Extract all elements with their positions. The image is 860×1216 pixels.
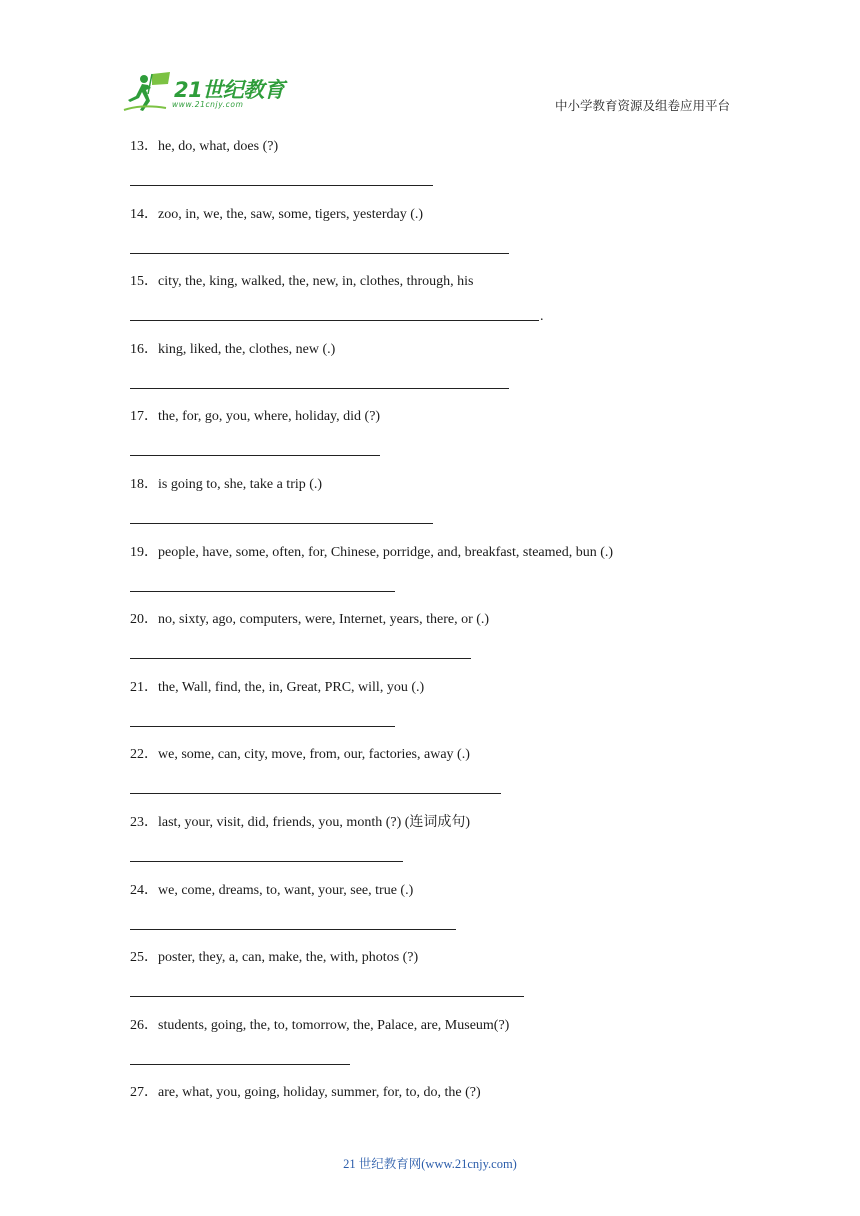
answer-line[interactable]: [130, 1064, 350, 1065]
answer-line[interactable]: [130, 658, 471, 659]
question-text: [130, 138, 278, 156]
question-item: [130, 138, 750, 206]
logo-url: www.21cnjy.com: [172, 100, 244, 109]
question-number: 26．: [130, 1017, 158, 1033]
question-item: [130, 949, 750, 1017]
answer-line[interactable]: [130, 253, 509, 254]
question-number: 18．: [130, 476, 158, 492]
page-footer[interactable]: 21 世纪教育网(www.21cnjy.com): [343, 1157, 517, 1171]
question-words: king, liked, the, clothes, new (.): [158, 341, 336, 357]
question-words: zoo, in, we, the, saw, some, tigers, yesterday (.): [158, 206, 424, 222]
answer-line[interactable]: [130, 929, 456, 930]
question-words: no, sixty, ago, computers, were, Internet, years, there, or (.): [158, 612, 490, 628]
question-number: 20．: [130, 612, 158, 628]
question-words: we, come, dreams, to, want, your, see, true (.): [158, 882, 414, 898]
question-text: [130, 476, 322, 494]
answer-line[interactable]: [130, 861, 403, 862]
question-text: [130, 1084, 481, 1102]
question-number: 25．: [130, 950, 158, 966]
answer-line[interactable]: [130, 591, 395, 592]
question-words: we, some, can, city, move, from, our, factories, away (.): [158, 747, 470, 763]
question-text: [130, 1017, 509, 1035]
question-list: [130, 138, 750, 1152]
question-text: [130, 341, 335, 359]
question-number: 17．: [130, 409, 158, 425]
question-words: are, what, you, going, holiday, summer, for, to, do, the (?): [158, 1085, 481, 1101]
question-words: the, Wall, find, the, in, Great, PRC, will, you (.): [158, 679, 425, 695]
question-item: [130, 1084, 750, 1152]
answer-line[interactable]: [130, 793, 501, 794]
question-item: [130, 544, 750, 612]
question-words: he, do, what, does (?): [158, 139, 279, 154]
question-number: 14．: [130, 206, 158, 222]
question-number: 23．: [130, 814, 158, 830]
header-platform-text: 中小学教育资源及组卷应用平台: [554, 98, 730, 113]
question-text: [130, 949, 418, 967]
question-number: 13．: [130, 139, 158, 154]
answer-period: .: [540, 309, 544, 325]
answer-line[interactable]: [130, 523, 433, 524]
logo-title: 21世纪教育: [174, 78, 285, 102]
question-text: [130, 746, 470, 764]
question-item: [130, 814, 750, 882]
answer-line[interactable]: [130, 320, 539, 321]
question-item: [130, 1017, 750, 1085]
question-text: [130, 273, 473, 291]
question-item: [130, 408, 750, 476]
answer-line[interactable]: [130, 388, 509, 389]
answer-line[interactable]: [130, 726, 395, 727]
question-number: 21．: [130, 679, 158, 695]
runner-icon: [122, 70, 174, 115]
answer-line[interactable]: [130, 996, 524, 997]
question-item: [130, 746, 750, 814]
question-item: [130, 341, 750, 409]
question-text: [130, 882, 413, 900]
question-number: 16．: [130, 341, 158, 357]
answer-line[interactable]: [130, 185, 433, 186]
question-words: is going to, she, take a trip (.): [158, 476, 323, 492]
question-words: city, the, king, walked, the, new, in, clothes, through, his: [158, 274, 474, 290]
question-number: 27．: [130, 1085, 158, 1101]
site-logo[interactable]: [122, 70, 292, 115]
question-number: 22．: [130, 747, 158, 763]
question-item: [130, 273, 750, 341]
answer-line[interactable]: [130, 455, 380, 456]
question-number: 24．: [130, 882, 158, 898]
question-text: [130, 814, 470, 832]
question-item: [130, 476, 750, 544]
question-number: 19．: [130, 544, 158, 560]
question-text: [130, 408, 380, 426]
question-item: [130, 611, 750, 679]
question-number: 15．: [130, 274, 158, 290]
question-text: [130, 679, 424, 697]
page-header: [0, 0, 860, 130]
question-words: the, for, go, you, where, holiday, did (?): [158, 409, 381, 425]
question-text: [130, 206, 423, 224]
question-words: poster, they, a, can, make, the, with, photos (?): [158, 950, 419, 966]
question-item: [130, 206, 750, 274]
question-words: students, going, the, to, tomorrow, the, Palace, are, Museum(?): [158, 1017, 510, 1033]
question-text: [130, 611, 489, 629]
question-words: people, have, some, often, for, Chinese, porridge, and, breakfast, steamed, bun (.): [158, 544, 614, 560]
question-words: last, your, visit, did, friends, you, month (?) (连词成句): [158, 814, 471, 830]
question-text: [130, 544, 613, 562]
question-item: [130, 679, 750, 747]
question-item: [130, 882, 750, 950]
